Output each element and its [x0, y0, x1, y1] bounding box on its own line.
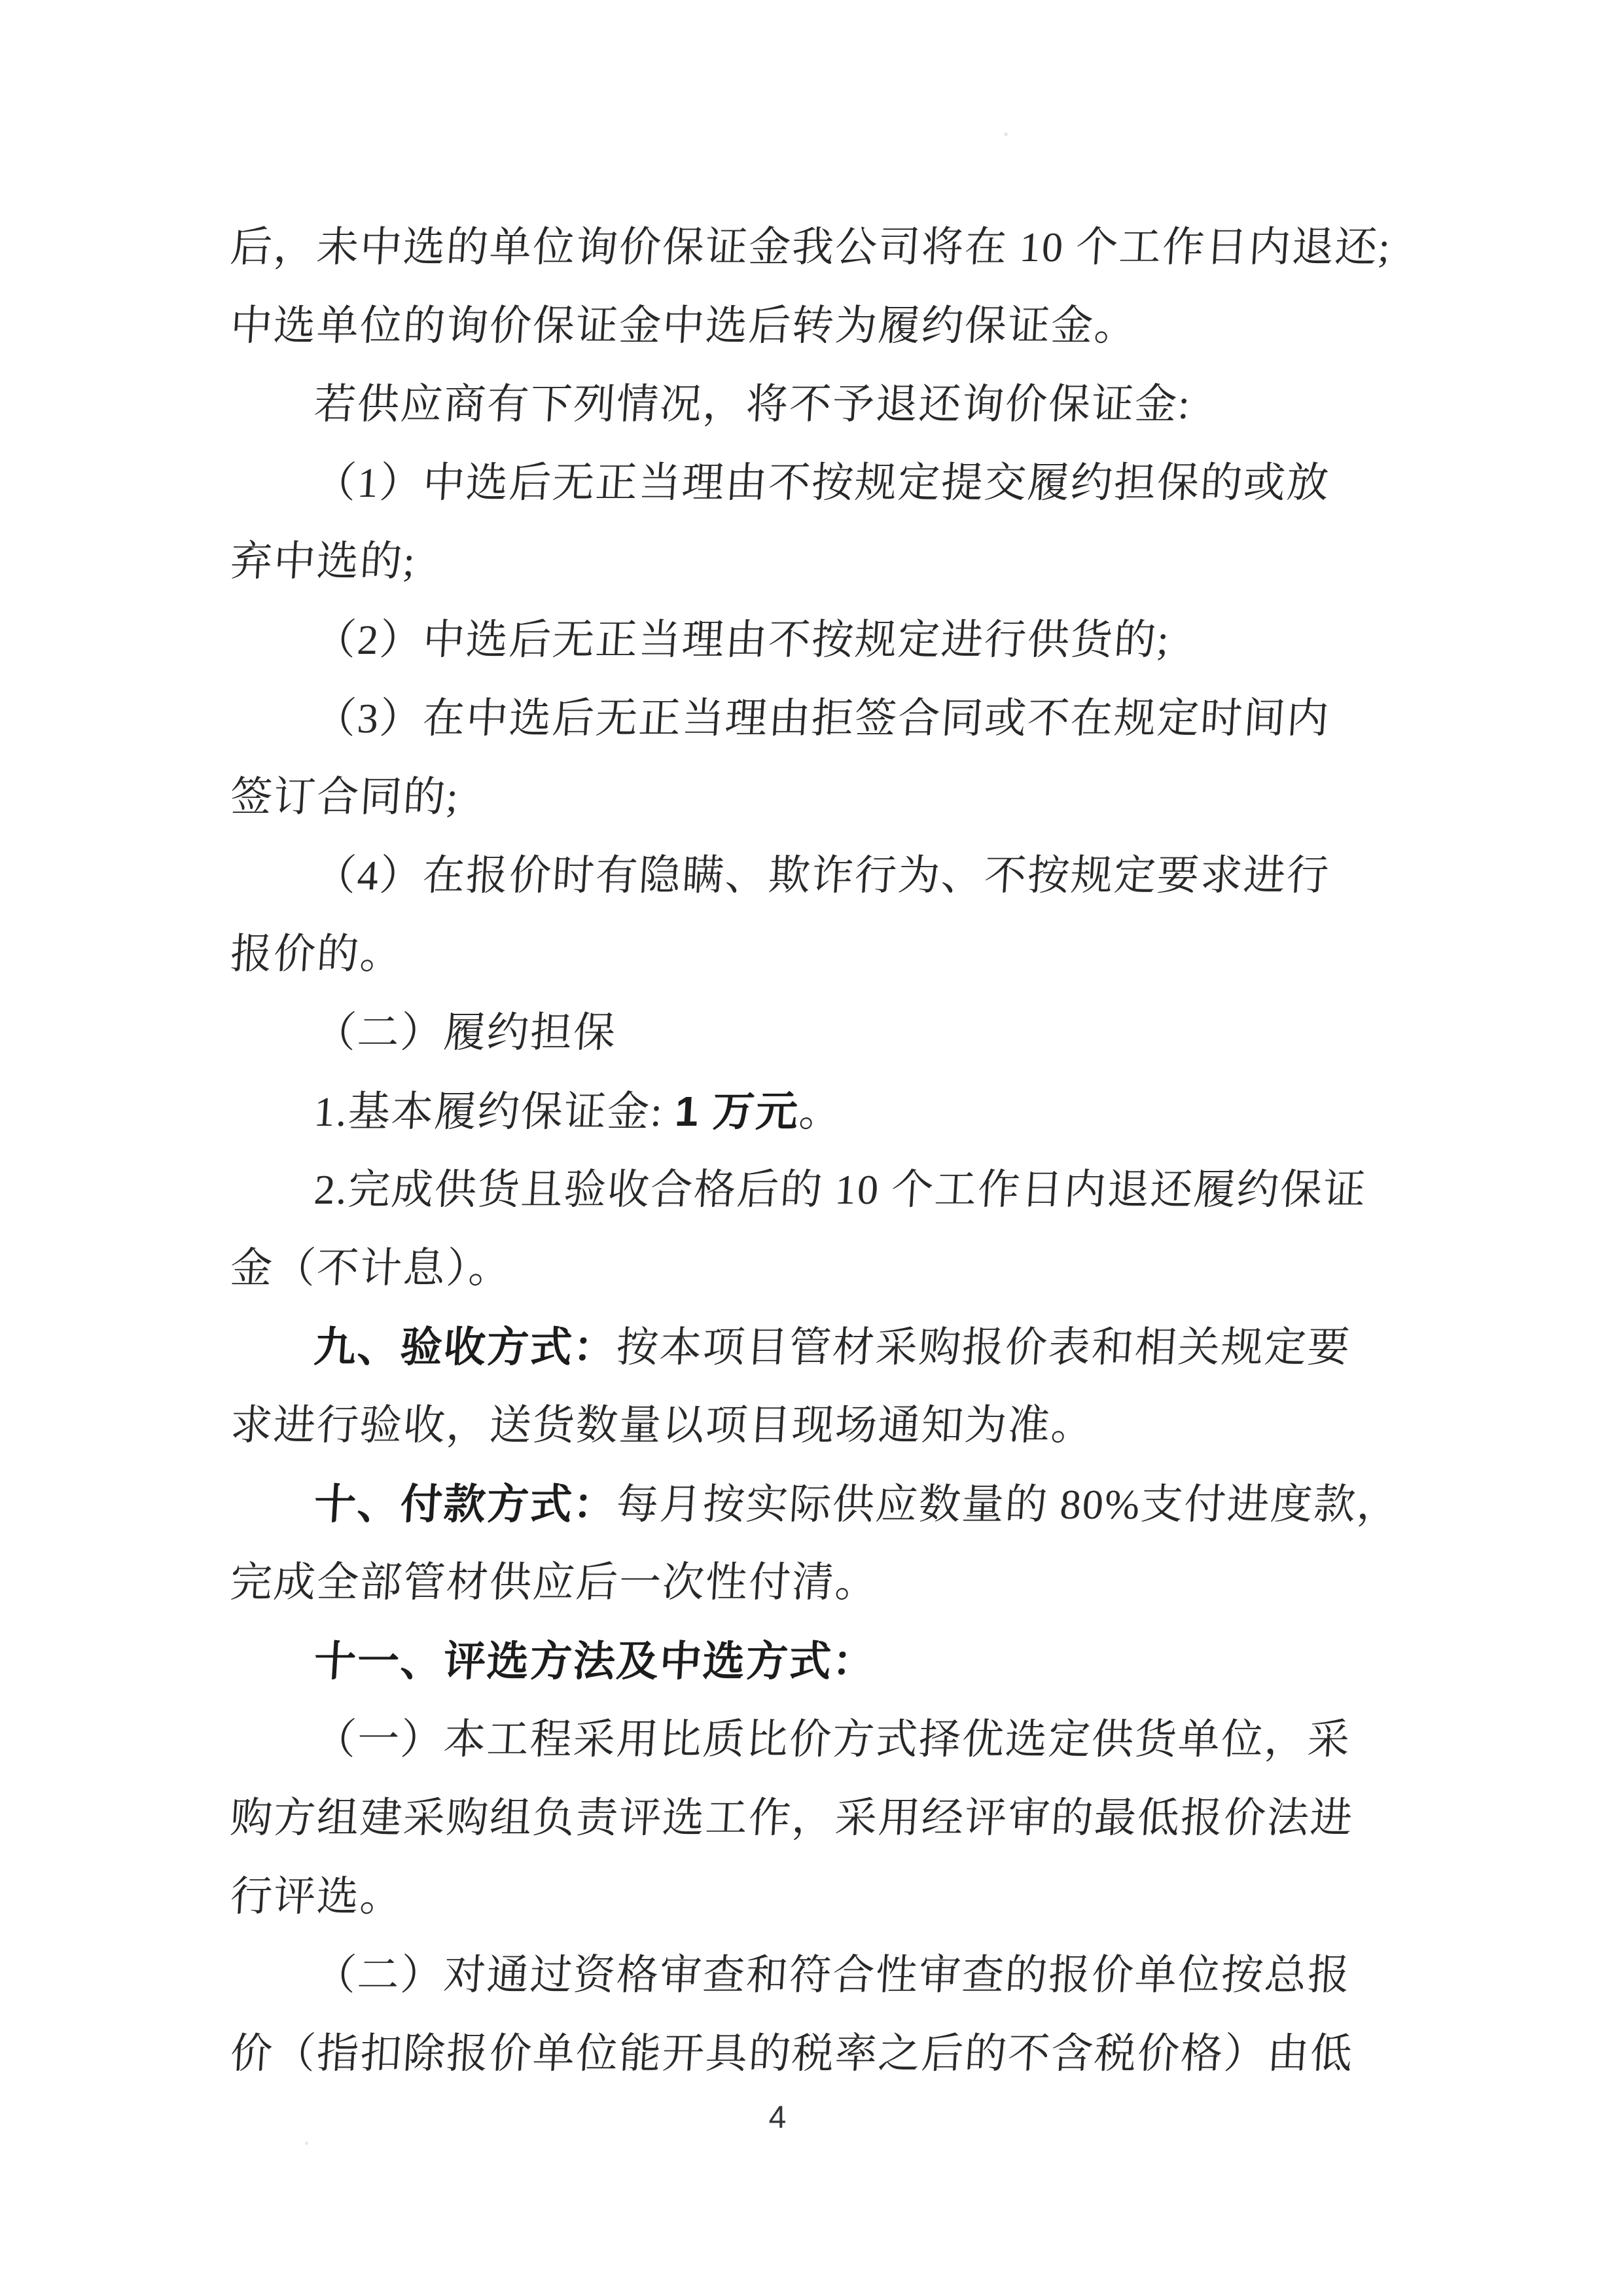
document-body: [230, 208, 1461, 2093]
text-segment: （2）中选后无正当理由不按规定进行供货的;: [312, 617, 1171, 663]
text-line: [228, 1543, 1463, 1622]
text-line: [228, 208, 1463, 287]
text-line: [228, 1229, 1463, 1308]
text-segment-bold: 十一、评选方法及中选方式：: [312, 1638, 878, 1685]
text-segment: 按本项目管材采购报价表和相关规定要: [615, 1324, 1353, 1371]
text-line: [228, 1700, 1463, 1779]
text-segment: （3）在中选后无正当理由拒签合同或不在规定时间内: [312, 695, 1332, 742]
text-line: [228, 1936, 1463, 2015]
text-line: [228, 2015, 1463, 2093]
text-segment: 金（不计息）。: [228, 1245, 514, 1291]
text-segment-bold: 十、付款方式：: [312, 1480, 618, 1528]
text-segment: 中选单位的询价保证金中选后转为履约保证金。: [228, 302, 1139, 349]
text-segment: 后，未中选的单位询价保证金我公司将在 10 个工作日内退还;: [228, 224, 1393, 270]
text-segment: 完成全部管材供应后一次性付清。: [228, 1559, 880, 1605]
text-segment: （一）本工程采用比质比价方式择优选定供货单位，采: [312, 1716, 1353, 1763]
text-segment: 行评选。: [228, 1873, 405, 1920]
text-line: [228, 1779, 1463, 1857]
page-number: 4: [768, 2100, 787, 2135]
text-line: [228, 444, 1463, 522]
text-segment: （二）对通过资格审查和符合性审查的报价单位按总报: [312, 1952, 1353, 1998]
text-segment: 若供应商有下列情况，将不予退还询价保证金:: [312, 381, 1192, 427]
text-line: [228, 915, 1463, 994]
text-line: [228, 1465, 1463, 1543]
text-segment: 弃中选的;: [228, 538, 418, 584]
text-segment: （1）中选后无正当理由不按规定提交履约担保的或放: [312, 459, 1332, 506]
text-segment: 每月按实际供应数量的 80%支付进度款，: [615, 1481, 1402, 1528]
text-segment: （二）履约担保: [312, 1009, 618, 1056]
text-segment-bold: 九、验收方式：: [312, 1323, 618, 1371]
text-segment: 1.基本履约保证金:: [312, 1088, 677, 1135]
text-segment: 签订合同的;: [228, 774, 461, 820]
text-line: [228, 758, 1463, 836]
text-line: [228, 522, 1463, 601]
text-segment: （4）在报价时有隐瞒、欺诈行为、不按规定要求进行: [312, 852, 1332, 899]
text-line: [228, 601, 1463, 679]
text-line: [228, 365, 1463, 444]
text-line: [228, 287, 1463, 365]
text-line: [228, 994, 1463, 1072]
scan-speck: [1004, 132, 1008, 136]
text-line: [228, 1072, 1463, 1151]
text-segment: 购方组建采购组负责评选工作，采用经评审的最低报价法进: [228, 1795, 1355, 1841]
text-segment: 报价的。: [228, 931, 405, 977]
text-segment-bold: 1 万元: [673, 1088, 801, 1135]
text-line: [228, 1857, 1463, 1936]
text-line: [228, 1151, 1463, 1229]
scan-speck: [305, 2142, 308, 2145]
text-line: [228, 1386, 1463, 1465]
text-segment: 价（指扣除报价单位能开具的税率之后的不含税价格）由低: [228, 2030, 1355, 2077]
text-line: [228, 679, 1463, 758]
text-line: [228, 836, 1463, 915]
text-line: [228, 1308, 1463, 1386]
text-segment: 。: [797, 1088, 844, 1135]
text-line: [228, 1622, 1463, 1700]
text-segment: 2.完成供货且验收合格后的 10 个工作日内退还履约保证: [312, 1166, 1368, 1213]
text-segment: 求进行验收，送货数量以项目现场通知为准。: [228, 1402, 1096, 1448]
